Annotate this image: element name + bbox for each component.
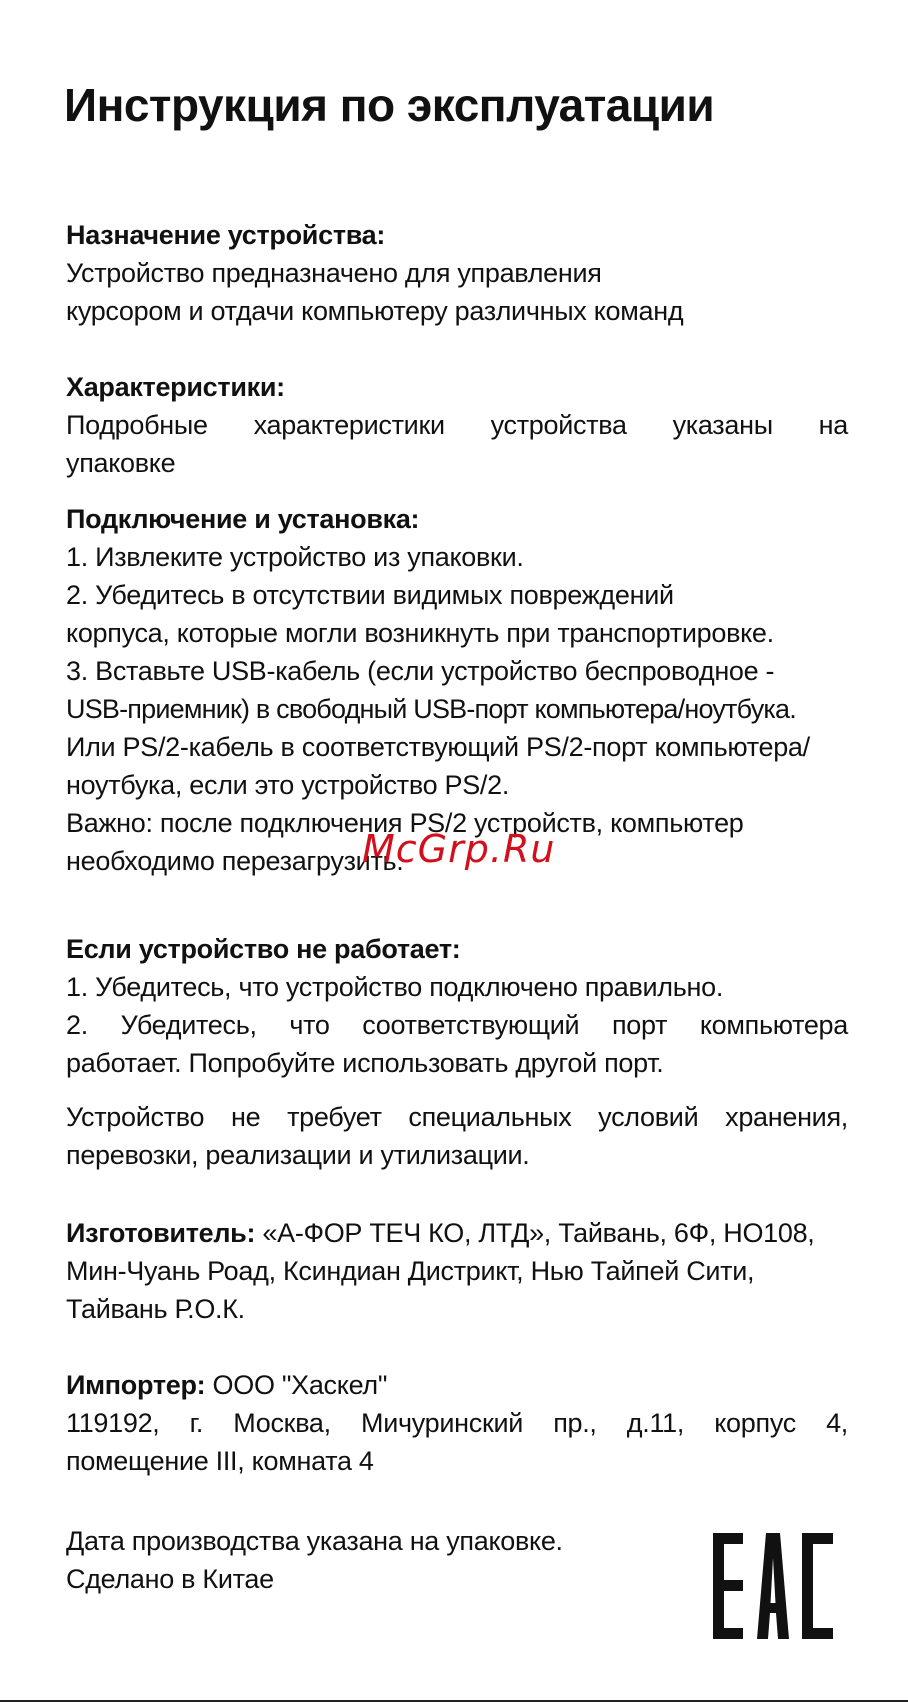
troubleshooting-section — [66, 930, 848, 1082]
manufacturer-address-line: Тайвань Р.О.К. — [66, 1294, 245, 1324]
connection-line: 1. Извлеките устройство из упаковки. — [66, 542, 524, 572]
storage-section — [66, 1098, 848, 1174]
troubleshooting-line: 1. Убедитесь, что устройство подключено правильно. — [66, 972, 724, 1002]
purpose-heading: Назначение устройства: — [66, 220, 386, 250]
production-date-note: Дата производства указана на упаковке. — [66, 1526, 563, 1556]
connection-line: Важно: после подключения PS/2 устройств, компьютер — [66, 808, 744, 838]
connection-line: 3. Вставьте USB-кабель (если устройство беспроводное - — [66, 656, 775, 686]
connection-line: Или PS/2-кабель в соответствующий PS/2-порт компьютера/ — [66, 732, 810, 762]
watermark: McGrp.Ru — [362, 827, 556, 871]
storage-line: перевозки, реализации и утилизации. — [66, 1140, 530, 1170]
importer-address-line: помещение III, комната 4 — [66, 1446, 374, 1476]
eac-certification-logo — [713, 1533, 833, 1639]
troubleshooting-line: 2. Убедитесь, что соответствующий порт компьютера — [66, 1010, 848, 1040]
connection-line: USB-приемник) в свободный USB-порт компьютера/ноутбука. — [66, 694, 796, 724]
specs-heading: Характеристики: — [66, 372, 285, 402]
troubleshooting-line: работает. Попробуйте использовать другой порт. — [66, 1048, 664, 1078]
specs-line: Подробные характеристики устройства указаны на — [66, 410, 848, 440]
connection-section — [66, 500, 848, 880]
manufacturer-label: Изготовитель: — [66, 1218, 256, 1248]
manufacturer-section — [66, 1214, 848, 1328]
troubleshooting-heading: Если устройство не работает: — [66, 934, 461, 964]
importer-address-line: 119192, г. Москва, Мичуринский пр., д.11, корпус 4, — [66, 1408, 848, 1438]
manufacturer-text: «А-ФОР ТЕЧ КО, ЛТД», Тайвань, 6Ф, НО108, — [262, 1218, 815, 1248]
specs-section — [66, 368, 848, 482]
purpose-line: курсором и отдачи компьютеру различных команд — [66, 296, 684, 326]
importer-section — [66, 1366, 848, 1480]
importer-text: ООО "Хаскел" — [212, 1370, 388, 1400]
storage-line: Устройство не требует специальных условий хранения, — [66, 1102, 848, 1132]
specs-line: упаковке — [66, 448, 176, 478]
footer-section — [66, 1522, 626, 1598]
connection-line: ноутбука, если это устройство PS/2. — [66, 770, 510, 800]
page-title: Инструкция по эксплуатации — [64, 79, 715, 131]
connection-line: 2. Убедитесь в отсутствии видимых повреждений — [66, 580, 674, 610]
made-in-note: Сделано в Китае — [66, 1564, 274, 1594]
purpose-line: Устройство предназначено для управления — [66, 258, 602, 288]
purpose-section — [66, 216, 848, 330]
manufacturer-address-line: Мин-Чуань Роад, Ксиндиан Дистрикт, Нью Тайпей Сити, — [66, 1256, 755, 1286]
connection-heading: Подключение и установка: — [66, 504, 420, 534]
connection-line: необходимо перезагрузить. — [66, 846, 404, 876]
importer-label: Импортер: — [66, 1370, 206, 1400]
connection-line: корпуса, которые могли возникнуть при транспортировке. — [66, 618, 774, 648]
